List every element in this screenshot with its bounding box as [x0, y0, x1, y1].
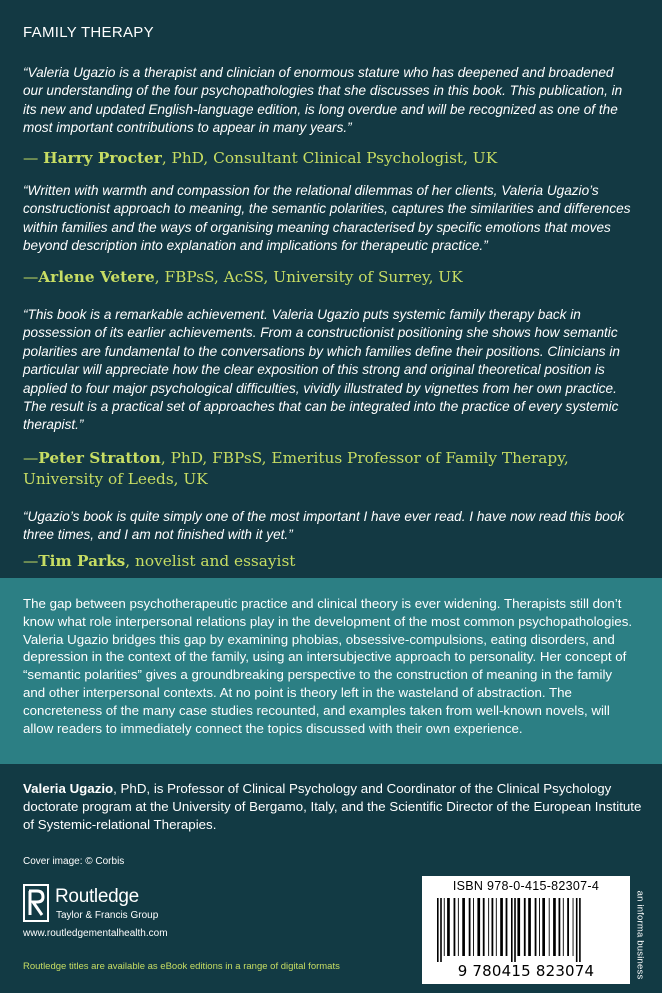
barcode-bar	[542, 898, 545, 956]
endorser-name: Tim Parks	[38, 552, 126, 570]
endorsement-quote-1: “Valeria Ugazio is a therapist and clinician of enormous stature who has deepened and broadened our understanding of the four psychopathologies that she discusses in this book. This publication, in its new and updated English-language edition, is long overdue and will be recognized as one of the most important contributions to appear in many years.”	[23, 65, 623, 136]
isbn-barcode	[422, 876, 630, 984]
barcode-bar	[447, 898, 450, 956]
barcode-bar	[454, 898, 456, 956]
barcode-bar	[473, 898, 474, 956]
ebook-note: Routledge titles are available as eBook editions in a range of digital formats	[23, 961, 340, 972]
endorser-name: Harry Procter	[43, 149, 162, 167]
barcode-bar	[567, 898, 569, 956]
barcode-bar	[477, 898, 480, 956]
endorsement-attribution-2: —Arlene Vetere, FBPsS, AcSS, University of Surrey, UK	[23, 268, 463, 286]
barcode-bar	[469, 898, 471, 956]
endorsement-quote-2: “Written with warmth and compassion for the relational dilemmas of her clients, Valeria Ugazio’s constructionist approach to meaning, the semantic polarities, captures the similarities and differences within families and the ways of organising meaning characterised by specific emotions that moves beyond description into explanation and implications for therapeutic practice.”	[23, 183, 631, 254]
barcode-bar	[553, 898, 556, 956]
book-description: The gap between psychotherapeutic practice and clinical theory is ever widening. Therapists still don’t know what role interpersonal relations play in the development of the most common psychopathologies. Valeria Ugazio bridges this gap by examining phobias, obsessive-compulsions, eating disorders, and depression in the context of the family, using an intersubjective approach to personality. Her concept of “semantic polarities” gives a groundbreaking perspective to the construction of meaning in the family and other interpersonal contexts. At no point is theory left in the wasteland of abstraction. The concreteness of the many case studies recounted, and examples taken from well-known novels, will allow readers to immediately connect the topics discussed with their own experience.	[23, 596, 633, 736]
barcode-bar	[458, 898, 459, 956]
endorser-credentials: , PhD, FBPsS, Emeritus Professor of Family Therapy, University of Leeds, UK	[23, 449, 569, 488]
blurb-panel	[0, 578, 662, 764]
informa-tagline: an informa business	[634, 890, 646, 980]
endorsement-attribution-4: —Tim Parks, novelist and essayist	[23, 552, 296, 570]
barcode-bar	[573, 898, 574, 956]
barcode-bar	[500, 898, 503, 956]
barcode-bar	[492, 898, 494, 956]
barcode-bar	[539, 898, 540, 956]
barcode-bar	[563, 898, 564, 956]
publisher-subtitle: Taylor & Francis Group	[56, 910, 159, 921]
series-label: FAMILY THERAPY	[23, 24, 154, 41]
publisher-website: www.routledgementalhealth.com	[23, 928, 168, 939]
barcode-bar	[440, 898, 442, 962]
barcode-bar	[576, 898, 578, 962]
barcode-bar	[483, 898, 485, 956]
endorser-name: Arlene Vetere	[38, 268, 155, 286]
endorsement-attribution-1: — Harry Procter, PhD, Consultant Clinical Psychologist, UK	[23, 149, 498, 167]
endorser-credentials: , FBPsS, AcSS, University of Surrey, UK	[154, 268, 463, 286]
endorser-credentials: , PhD, Consultant Clinical Psychologist, UK	[161, 149, 498, 167]
barcode-icon	[433, 898, 619, 962]
barcode-bar	[579, 898, 581, 962]
barcode-bar	[437, 898, 439, 962]
barcode-bar	[535, 898, 537, 956]
barcode-bar	[506, 898, 508, 956]
isbn-digits: 9 780415 823074	[457, 962, 595, 980]
cover-image-credit: Cover image: © Corbis	[23, 856, 125, 867]
endorsement-quote-3: “This book is a remarkable achievement. Valeria Ugazio puts systemic family therapy back in possession of its earlier achievements. From a constructionist positioning she shows how semantic polarities are fundamental to the conversations by which families define their positions. Clinicians in particular will appreciate how the clear exposition of this strong and original theoretical position is applied to four major psychological difficulties, vividly illustrated by vignettes from her own practice. The result is a practical set of approaches that can be integrated into the practice of every systemic therapist.”	[23, 307, 620, 433]
barcode-bar	[514, 898, 516, 962]
barcode-bar	[511, 898, 513, 962]
endorser-credentials: , novelist and essayist	[125, 552, 296, 570]
endorser-name: Peter Stratton	[38, 449, 161, 467]
endorsement-attribution-3: —Peter Stratton, PhD, FBPsS, Emeritus Professor of Family Therapy, University of Leeds, UK	[23, 449, 569, 488]
barcode-bar	[559, 898, 561, 956]
barcode-bar	[549, 898, 550, 956]
isbn-label: ISBN 978-0-415-82307-4	[452, 879, 600, 893]
barcode-bar	[444, 898, 445, 956]
barcode-bar	[462, 898, 465, 956]
barcode-bar	[524, 898, 526, 956]
barcode-bar	[488, 898, 489, 956]
endorsement-quote-4: “Ugazio’s book is quite simply one of the most important I have ever read. I have now read this book three times, and I am not finished with it yet.”	[23, 509, 625, 543]
author-bio: Valeria Ugazio, PhD, is Professor of Clinical Psychology and Coordinator of the Clinical Psychology doctorate program at the University of Bergamo, Italy, and the Scientific Director of the European Institute of Systemic-relational Therapies.	[23, 781, 642, 832]
barcode-bar	[517, 898, 520, 956]
routledge-logo-icon	[23, 884, 49, 922]
publisher-name: Routledge	[55, 886, 139, 907]
barcode-bar	[496, 898, 497, 956]
author-name: Valeria Ugazio	[23, 781, 114, 796]
barcode-bar	[528, 898, 531, 956]
